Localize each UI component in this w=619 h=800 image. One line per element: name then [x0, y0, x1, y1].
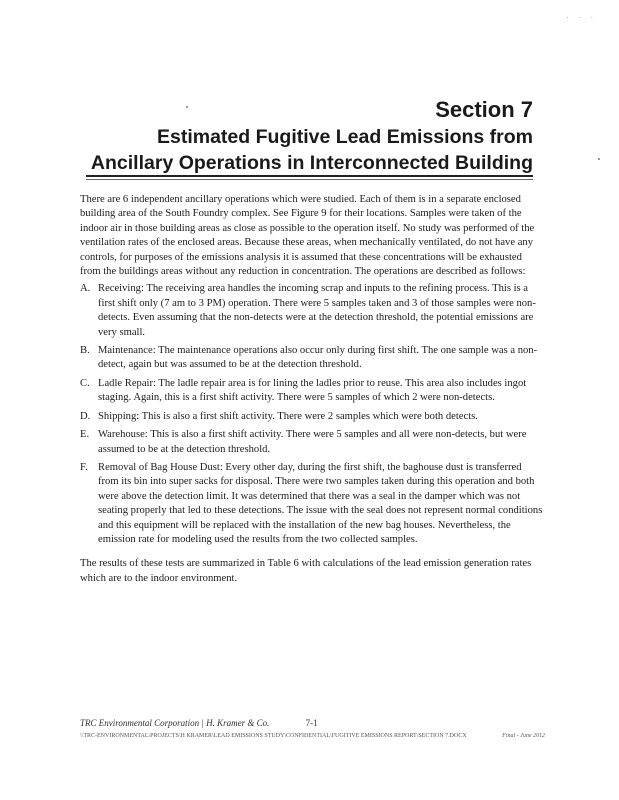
page-footer: [80, 718, 318, 728]
list-item: [80, 410, 544, 424]
list-marker: B.: [80, 345, 90, 357]
list-marker: D.: [80, 410, 91, 422]
footer-path-text: \\TRC-ENVIRONMENTAL\PROJECTS\H KRAMER\LEAD EMISSIONS STUDY\CONFIDENTIAL\FUGITIVE EMISSIONS REPORT\SECTION 7.DOCX: [80, 733, 467, 739]
list-item: [80, 461, 544, 547]
page-number: 7-1: [305, 718, 318, 728]
footer-date: Final - June 2012: [502, 733, 545, 739]
operations-list: [80, 282, 544, 547]
list-item: [80, 428, 544, 457]
list-item-text: Shipping: This is also a first shift activity. There were 2 samples which were both detects.: [98, 410, 478, 422]
list-item-text: Removal of Bag House Dust: Every other day, during the first shift, the baghouse dust is transferred from its bin into super sacks for disposal. There were two samples taken during this operation and both were above the detection limit. It was determined that there was a seal in the damper which was not seating properly that led to these detections. The issue with the seal does not represent normal conditions and this equipment will be replaced with the installation of the new bag houses. Nevertheless, the emission rate for modeling used the results from the two collected samples.: [98, 461, 543, 545]
list-marker: C.: [80, 377, 90, 389]
footer-company: TRC Environmental Corporation | H. Kramer & Co.: [80, 718, 270, 728]
list-marker: F.: [80, 461, 88, 473]
list-item-text: Warehouse: This is also a first shift activity. There were 5 samples and all were non-detects, but were assumed to be at the detection threshold.: [98, 429, 527, 455]
section-number: Section 7: [435, 97, 533, 122]
intro-paragraph: There are 6 independent ancillary operations which were studied. Each of them is in a separate enclosed building area of the South Foundry complex. See Figure 9 for their locations. Samples were taken of the indoor air in those building areas as close as possible to the operation itself. No study was performed of the ventilation rates of the enclosed areas. Because these areas, when mechanically ventilated, do not have any controls, for purposes of the emissions analysis it is assumed that these concentrations will be exhausted from the buildings areas without any reduction in concentration. The operations are described as follows:: [80, 194, 535, 278]
closing-paragraph: The results of these tests are summarized in Table 6 with calculations of the lead emission generation rates which are to the indoor environment.: [80, 558, 532, 584]
header-rule-thin: [86, 179, 533, 180]
section-title-line-1: Estimated Fugitive Lead Emissions from: [156, 126, 533, 148]
section-body: [80, 193, 544, 586]
list-item: [80, 282, 544, 340]
scan-speck: [598, 158, 600, 160]
list-marker: E.: [80, 429, 90, 441]
list-item-text: Ladle Repair: The ladle repair area is for lining the ladles prior to reuse. This area also includes ingot staging. Again, this is a first shift activity. There were 5 samples of which 2 were non-detects.: [98, 377, 527, 404]
list-item-text: Receiving: The receiving area handles the incoming scrap and inputs to the refining process. This is a first shift only (7 am to 3 PM) operation. There were 5 samples taken and 3 of those samples were non-detects. Even assuming that the non-detects were at the detection threshold, the potential emissions are very small.: [98, 283, 536, 338]
header-rule: [86, 175, 533, 177]
footer-file-path: [80, 733, 545, 739]
list-item-text: Maintenance: The maintenance operations also occur only during first shift. The one sample was a non-detect, again but was assumed to be at the detection threshold.: [98, 345, 538, 371]
list-marker: A.: [80, 283, 91, 295]
list-item: [80, 344, 544, 373]
section-header: [60, 96, 533, 176]
list-item: [80, 377, 544, 406]
section-title-line-2: Ancillary Operations in Interconnected Building: [90, 152, 533, 174]
scan-corner-mark: · · ·: [566, 14, 597, 22]
